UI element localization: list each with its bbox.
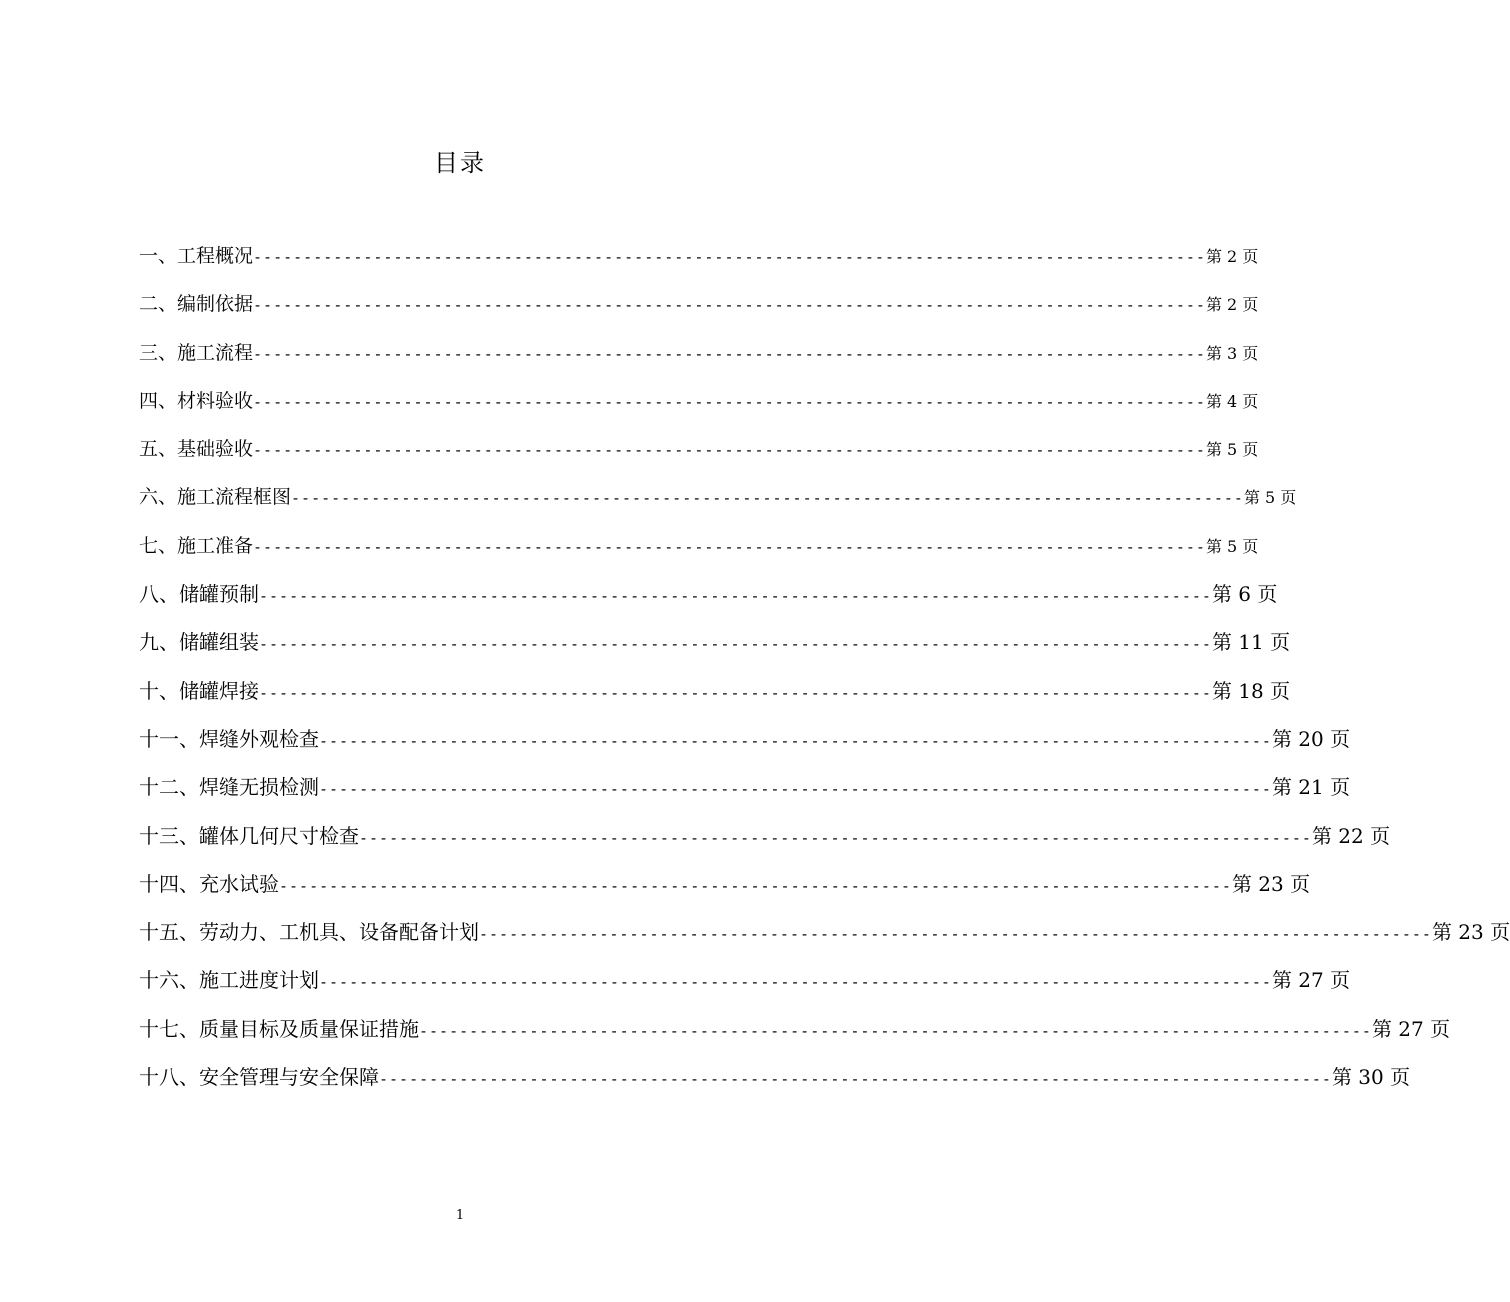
toc-row	[139, 618, 1291, 666]
toc-leader: -----------------------------------------------------------------------------------------------	[319, 973, 1272, 992]
toc-entry-page: 第 3 页	[1205, 343, 1259, 363]
page-number: 1	[455, 1208, 465, 1223]
toc-entry-title: 二、编制依据	[139, 293, 254, 316]
page-title: 目录	[434, 149, 486, 177]
toc-leader: -----------------------------------------------------------------------------------------------	[253, 441, 1206, 460]
toc-entry-title: 十八、安全管理与安全保障	[139, 1065, 379, 1090]
toc-row	[139, 715, 1351, 763]
toc-entry-page: 第 5 页	[1205, 536, 1259, 556]
toc-row	[139, 329, 1259, 377]
toc-leader: -----------------------------------------------------------------------------------------------	[359, 828, 1312, 847]
toc-entry-page: 第 20 页	[1271, 726, 1351, 751]
toc-leader: -----------------------------------------------------------------------------------------------	[253, 296, 1206, 315]
toc-entry-title: 十、储罐焊接	[139, 678, 259, 703]
toc-leader: -----------------------------------------------------------------------------------------------	[259, 683, 1212, 702]
toc-entry-page: 第 5 页	[1243, 488, 1297, 508]
toc-entry-title: 六、施工流程框图	[139, 486, 292, 509]
toc-row	[139, 522, 1259, 570]
toc-entry-title: 十六、施工进度计划	[139, 968, 319, 993]
toc-entry-title: 十七、质量目标及质量保证措施	[139, 1016, 419, 1041]
toc-entry-title: 十四、充水试验	[139, 871, 279, 896]
toc-entry-title: 七、施工准备	[139, 534, 254, 557]
toc-row	[139, 280, 1259, 328]
toc-entry-title: 十五、劳动力、工机具、设备配备计划	[139, 920, 479, 945]
toc-row	[139, 860, 1311, 908]
toc-row	[139, 812, 1391, 860]
toc-leader: -----------------------------------------------------------------------------------------------	[259, 587, 1212, 606]
table-of-contents	[139, 232, 1510, 1101]
toc-row	[139, 473, 1297, 521]
toc-row	[139, 908, 1510, 956]
toc-entry-page: 第 27 页	[1271, 968, 1351, 993]
toc-leader: -----------------------------------------------------------------------------------------------	[479, 925, 1432, 944]
toc-leader: -----------------------------------------------------------------------------------------------	[379, 1070, 1332, 1089]
toc-entry-page: 第 11 页	[1211, 630, 1291, 655]
toc-entry-page: 第 18 页	[1211, 678, 1291, 703]
toc-row	[139, 377, 1259, 425]
toc-leader: -----------------------------------------------------------------------------------------------	[253, 344, 1206, 363]
toc-leader: -----------------------------------------------------------------------------------------------	[253, 392, 1206, 411]
toc-entry-title: 十一、焊缝外观检查	[139, 726, 319, 751]
toc-row	[139, 667, 1291, 715]
toc-row	[139, 763, 1351, 811]
toc-entry-page: 第 22 页	[1311, 823, 1391, 848]
toc-leader: -----------------------------------------------------------------------------------------------	[253, 248, 1206, 266]
toc-leader: -----------------------------------------------------------------------------------------------	[419, 1021, 1372, 1040]
toc-leader: -----------------------------------------------------------------------------------------------	[253, 537, 1206, 556]
toc-entry-title: 十二、焊缝无损检测	[139, 775, 319, 800]
toc-row	[139, 1005, 1451, 1053]
toc-entry-page: 第 6 页	[1211, 582, 1278, 607]
toc-entry-page: 第 23 页	[1231, 871, 1311, 896]
toc-entry-title: 五、基础验收	[139, 438, 254, 461]
toc-row	[139, 232, 1259, 280]
toc-entry-title: 十三、罐体几何尺寸检查	[139, 823, 359, 848]
toc-entry-page: 第 2 页	[1205, 247, 1259, 266]
toc-entry-title: 三、施工流程	[139, 341, 254, 364]
toc-row	[139, 570, 1278, 618]
toc-leader: -----------------------------------------------------------------------------------------------	[319, 731, 1272, 750]
toc-entry-page: 第 4 页	[1205, 391, 1259, 411]
toc-leader: -----------------------------------------------------------------------------------------------	[291, 489, 1244, 508]
toc-leader: -----------------------------------------------------------------------------------------------	[279, 876, 1232, 895]
toc-leader: -----------------------------------------------------------------------------------------------	[319, 780, 1272, 799]
toc-entry-page: 第 5 页	[1205, 440, 1259, 460]
toc-entry-title: 一、工程概况	[139, 245, 254, 267]
toc-row	[139, 425, 1259, 473]
toc-entry-page: 第 27 页	[1371, 1016, 1451, 1041]
toc-entry-page: 第 23 页	[1431, 920, 1510, 945]
toc-entry-page: 第 30 页	[1331, 1065, 1411, 1090]
toc-entry-page: 第 2 页	[1205, 295, 1259, 315]
toc-entry-page: 第 21 页	[1271, 775, 1351, 800]
toc-leader: -----------------------------------------------------------------------------------------------	[259, 635, 1212, 654]
toc-entry-title: 九、储罐组装	[139, 630, 259, 655]
toc-row	[139, 1053, 1411, 1101]
toc-entry-title: 八、储罐预制	[139, 582, 259, 607]
toc-row	[139, 956, 1351, 1004]
toc-entry-title: 四、材料验收	[139, 389, 254, 412]
